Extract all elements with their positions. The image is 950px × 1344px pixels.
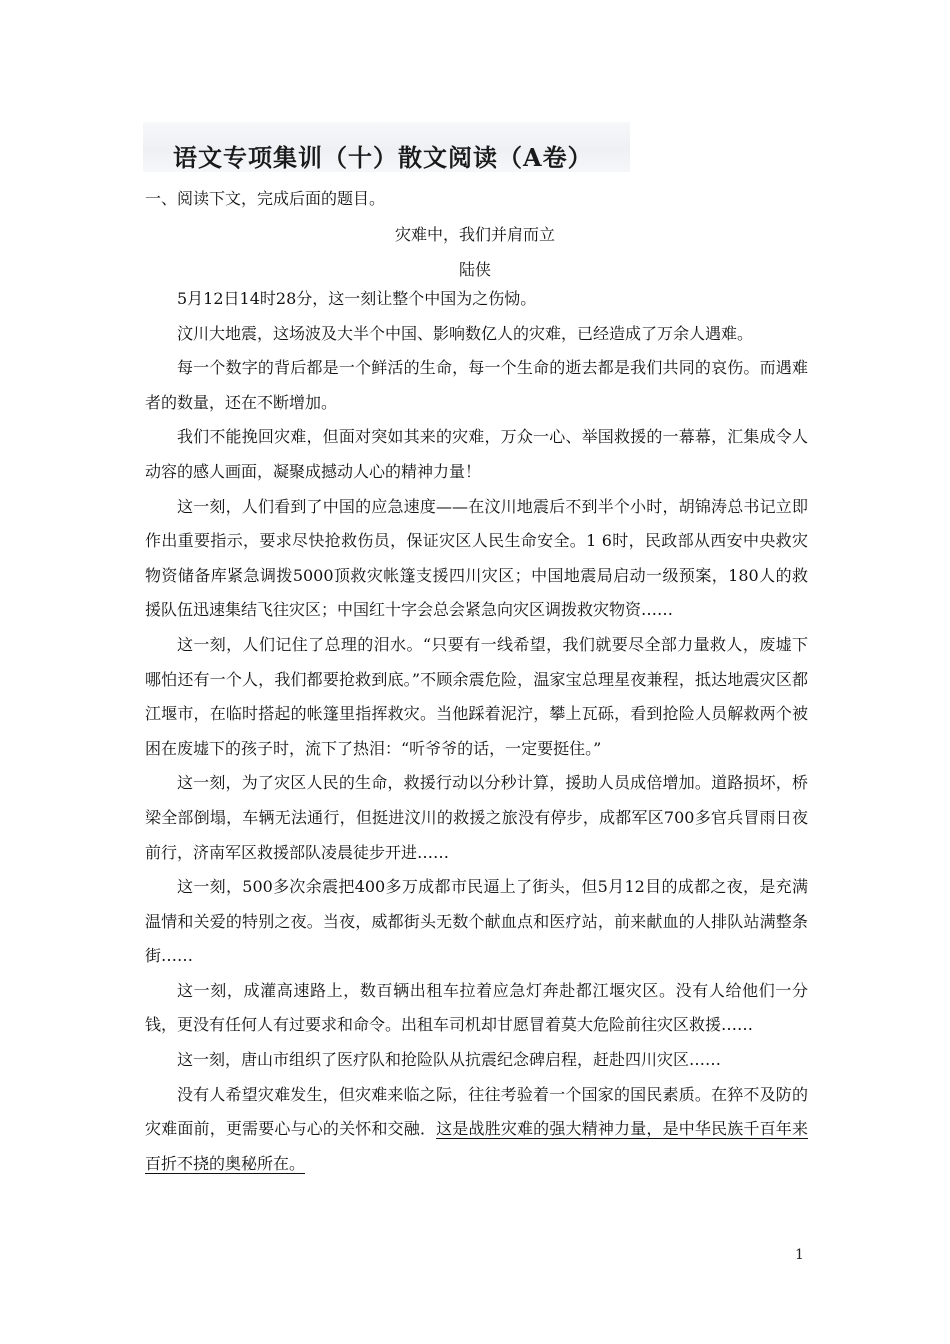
paragraph: 这一刻，人们记住了总理的泪水。“只要有一线希望，我们就要尽全部力量救人，废墟下哪怕还有一个人，我们都要抢救到底。”不顾余震危险，温家宝总理星夜兼程，抵达地震灾区都江堰市，在临时搭起的帐篷里指挥救灾。当他踩着泥泞，攀上瓦砾，看到抢险人员解救两个被困在废墟下的孩子时，流下了热泪：“听爷爷的话，一定要挺住。” <box>145 634 808 758</box>
paragraph: 这一刻，唐山市组织了医疗队和抢险队从抗震纪念碑启程，赶赴四川灾区…… <box>177 1050 722 1070</box>
paragraph: 每一个数字的背后都是一个鲜活的生命，每一个生命的逝去都是我们共同的哀伤。而遇难者的数量，还在不断增加。 <box>145 358 808 412</box>
section-heading: 一、阅读下文，完成后面的题目。 <box>145 189 386 208</box>
document-title: 语文专项集训（十）散文阅读（A卷） <box>173 143 593 172</box>
article-body <box>145 282 808 1181</box>
paragraph: 这一刻，为了灾区人民的生命，救援行动以分秒计算，援助人员成倍增加。道路损坏，桥梁全部倒塌，车辆无法通行，但挺进汶川的救援之旅没有停步，成都军区700多官兵冒雨日夜前行，济南军区救援部队凌晨徒步开进…… <box>145 773 808 862</box>
paragraph: 汶川大地震，这场波及大半个中国、影响数亿人的灾难，已经造成了万余人遇难。 <box>177 323 754 343</box>
paragraph: 这一刻，500多次余震把400多万成都市民逼上了街头，但5月12目的成都之夜，是充满温情和关爱的特别之夜。当夜，威都街头无数个献血点和医疗站，前来献血的人排队站满整条街…… <box>145 877 808 966</box>
paragraph: 我们不能挽回灾难，但面对突如其来的灾难，万众一心、举国救援的一幕幕，汇集成令人动容的感人画面，凝聚成撼动人心的精神力量！ <box>145 427 808 481</box>
underlined-sentence: 这是战胜灾难的强大精神力量，是中华民族千百年来百折不挠的奥秘所在。 <box>145 1119 808 1173</box>
article-title: 灾难中，我们并肩而立 <box>394 225 555 244</box>
paragraph: 这一刻，人们看到了中国的应急速度——在汶川地震后不到半个小时，胡锦涛总书记立即作出重要指示，要求尽快抢救伤员，保证灾区人民生命安全。1 6时，民政部从西安中央救灾物资储备库紧急调拨5000顶救灾帐篷支援四川灾区；中国地震局启动一级预案，180人的救援队伍迅速集结飞往灾区；中国红十字会总会紧急向灾区调拨救灾物资…… <box>145 496 808 620</box>
article-author: 陆侠 <box>458 260 491 279</box>
closing-text: 没有人希望灾难发生，但灾难来临之际，往往考验着一个国家的国民素质。在猝不及防的灾难面前，更需要心与心的关怀和交融． <box>145 1084 808 1139</box>
paragraph: 5月12日14时28分，这一刻让整个中国为之伤恸。 <box>177 289 537 308</box>
paragraph: 这一刻，成灌高速路上，数百辆出租车拉着应急灯奔赴都江堰灾区。没有人给他们一分钱，更没有任何人有过要求和命令。出租车司机却甘愿冒着莫大危险前往灾区救援…… <box>145 980 808 1035</box>
page-number: 1 <box>795 1247 804 1263</box>
closing-paragraph <box>145 1078 808 1182</box>
